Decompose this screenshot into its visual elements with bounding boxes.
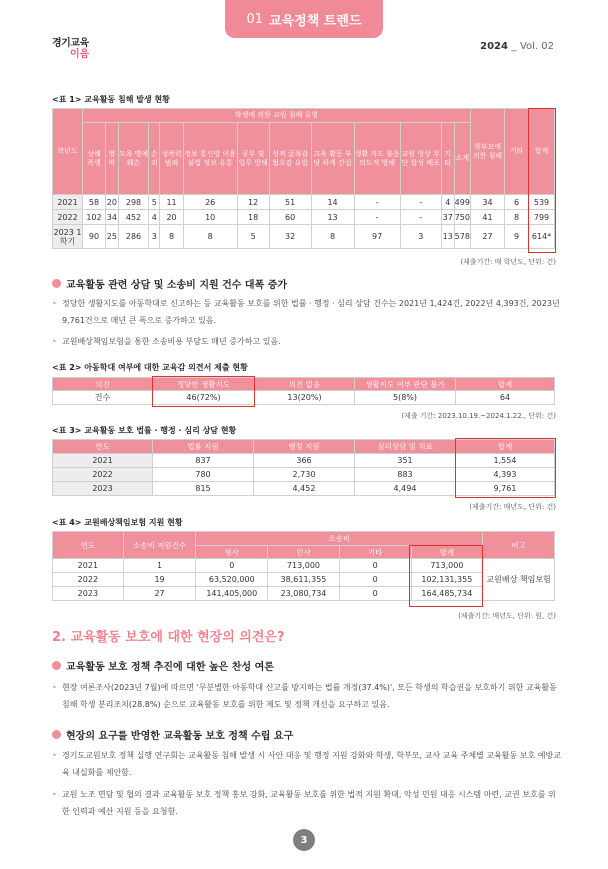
section2-sub1 — [52, 658, 274, 673]
t4-cell: 27 — [123, 587, 196, 601]
t3-year: 2023 — [53, 482, 153, 496]
t2-header: 의견 없음 — [255, 378, 355, 391]
t1-parent: 27 — [471, 225, 505, 249]
t1-h-year: 학년도 — [53, 109, 83, 195]
t3-cell: 366 — [254, 454, 355, 468]
issue-sep: _ — [511, 41, 517, 52]
table-row — [53, 587, 555, 601]
t1-col: 성적 굴욕감 혐오감 유발 — [269, 123, 311, 195]
t4-cell: 0 — [339, 573, 411, 587]
t4-h-year: 연도 — [53, 532, 124, 559]
t1-other: 8 — [505, 210, 529, 225]
t2-cell: 46(72%) — [153, 391, 255, 405]
section1-bullet: • 정당한 생활지도를 아동학대로 신고하는 등 교육활동 보호를 위한 법률 · 행정 · 심리 상담 건수는 2021년 1,424건, 2022년 4,393건, 2023년 9,761건으로 매년 큰 폭으로 증가하고 있음. — [52, 295, 562, 329]
t3-cell: 780 — [153, 468, 254, 482]
t1-col: 상해 폭행 — [83, 123, 106, 195]
t4-cell: 2021 — [53, 559, 124, 573]
logo-line1: 경기교육 — [52, 38, 89, 49]
table-row — [53, 210, 555, 225]
t3-cell: 4,494 — [355, 482, 456, 496]
t1-cell: 13 — [311, 210, 354, 225]
t1-col: 공무 및 업무 방해 — [237, 123, 269, 195]
t1-cell: 51 — [269, 195, 311, 210]
t3-cell: 9,761 — [456, 482, 555, 496]
table4-caption: <표 4> 교원배상책임보험 지원 현황 — [52, 518, 183, 527]
t1-cell: 3 — [149, 225, 160, 249]
t1-cell: 60 — [269, 210, 311, 225]
t1-col: 정보 통신망 이용 불법 정보 유통 — [183, 123, 237, 195]
t1-cell: 58 — [83, 195, 106, 210]
table2 — [52, 377, 555, 405]
t3-cell: 1,554 — [456, 454, 555, 468]
t3-header: 심리상담 및 치료 — [355, 440, 456, 454]
t3-cell: 351 — [355, 454, 456, 468]
t4-cell: 0 — [339, 587, 411, 601]
t1-cell: 4 — [149, 210, 160, 225]
t1-other: 9 — [505, 225, 529, 249]
t4-h-remark: 비고 — [483, 532, 555, 559]
t1-cell: 26 — [183, 195, 237, 210]
t1-cell: 102 — [83, 210, 106, 225]
t1-h-parent: 학부모에 의한 침해 — [471, 109, 505, 195]
table-row — [53, 482, 555, 496]
t1-cell: - — [354, 210, 400, 225]
t2-header: 생활지도 여부 판단 불가 — [355, 378, 456, 391]
t1-cell: 8 — [183, 225, 237, 249]
t4-cell: 2023 — [53, 587, 124, 601]
table-row — [53, 559, 555, 573]
t4-h-cost: 소송비 — [196, 532, 483, 546]
t2-cell: 5(8%) — [355, 391, 456, 405]
t1-cell: 5 — [237, 225, 269, 249]
t1-cell: 18 — [237, 210, 269, 225]
t1-col: 교육 활동 부당 하게 간섭 — [311, 123, 354, 195]
t3-year: 2021 — [53, 454, 153, 468]
t1-cell: 298 — [118, 195, 149, 210]
section-title: 교육정책 트렌드 — [269, 13, 362, 29]
table-row — [53, 454, 555, 468]
t3-header: 법률 지원 — [153, 440, 254, 454]
t4-h-sub: 기타 — [339, 546, 411, 559]
t2-cell: 건수 — [53, 391, 153, 405]
t1-year: 2022 — [53, 210, 83, 225]
section2-sub2 — [52, 727, 293, 742]
table-row — [53, 573, 555, 587]
t1-cell: - — [354, 195, 400, 210]
issue-year: 2024 — [480, 41, 508, 52]
t1-col: 모욕 명예 훼손 — [118, 123, 149, 195]
t1-total: 539 — [529, 195, 555, 210]
table-row — [53, 391, 555, 405]
t1-col: 협박 — [105, 123, 118, 195]
table2-caption: <표 2> 아동학대 여부에 대한 교육감 의견서 제출 현황 — [52, 363, 248, 372]
t1-cell: 8 — [160, 225, 184, 249]
bullet-dot-icon — [52, 661, 61, 670]
logo-line2: 이음 — [70, 49, 90, 60]
t4-cell: 2022 — [53, 573, 124, 587]
t1-cell: 8 — [311, 225, 354, 249]
t1-col: 교원 영상 무단 합성 배포 — [400, 123, 441, 195]
t1-total: 614* — [529, 225, 555, 249]
t1-cell: 37 — [441, 210, 454, 225]
t1-cell: 90 — [83, 225, 106, 249]
table2-note: (제출 기간: 2023.10.19.~2024.1.22., 단위: 건) — [401, 412, 556, 420]
t1-cell: 14 — [311, 195, 354, 210]
issue-info — [480, 41, 554, 52]
t1-h-other: 기타 — [505, 109, 529, 195]
logo — [52, 38, 100, 64]
t1-cell: 452 — [118, 210, 149, 225]
t1-cell: - — [400, 195, 441, 210]
t1-cell: 5 — [149, 195, 160, 210]
table3 — [52, 439, 555, 496]
bullet-dot-icon — [52, 279, 61, 288]
t2-header: 정당한 생활지도 — [153, 378, 255, 391]
section1-title-text: 교육활동 관련 상담 및 소송비 지원 건수 대폭 증가 — [66, 280, 288, 291]
t3-cell: 4,393 — [456, 468, 555, 482]
issue-vol: Vol. 02 — [519, 41, 554, 52]
t1-parent: 41 — [471, 210, 505, 225]
t4-cell: 713,000 — [268, 559, 340, 573]
t1-cell: 499 — [454, 195, 470, 210]
t1-col: 기타 — [441, 123, 454, 195]
t1-parent: 34 — [471, 195, 505, 210]
section2-sub1-text: 교육활동 보호 정책 추진에 대한 높은 찬성 여론 — [66, 662, 274, 673]
t3-header: 행정 지원 — [254, 440, 355, 454]
table-row — [53, 468, 555, 482]
t1-cell: 578 — [454, 225, 470, 249]
t1-cell: 10 — [183, 210, 237, 225]
t1-cell: 20 — [160, 210, 184, 225]
t1-h-group: 학생에 의한 교원 침해 유형 — [83, 109, 471, 123]
page-number: 3 — [293, 829, 315, 851]
section-number: 01 — [246, 11, 264, 27]
bullet-dot-icon — [52, 730, 61, 739]
t1-col: 생활 지도 불응 의도적 방해 — [354, 123, 400, 195]
t4-h-sub: 민사 — [268, 546, 340, 559]
t1-cell: 97 — [354, 225, 400, 249]
t2-cell: 64 — [456, 391, 555, 405]
t1-h-total: 합계 — [529, 109, 555, 195]
t1-cell: 286 — [118, 225, 149, 249]
t3-year: 2022 — [53, 468, 153, 482]
t4-cell: 23,080,734 — [268, 587, 340, 601]
t1-year: 2023 1학기 — [53, 225, 83, 249]
t3-cell: 837 — [153, 454, 254, 468]
t1-other: 6 — [505, 195, 529, 210]
t1-cell: 3 — [400, 225, 441, 249]
t4-cell: 141,405,000 — [196, 587, 268, 601]
t1-col: 성폭력 범죄 — [160, 123, 184, 195]
table1-caption: <표 1> 교육활동 침해 발생 현황 — [52, 95, 170, 104]
table3-note: (제출기간: 매년도, 단위: 건) — [469, 503, 556, 511]
t4-cell: 19 — [123, 573, 196, 587]
section2-sub2-text: 현장의 요구를 반영한 교육활동 보호 정책 수립 요구 — [66, 731, 294, 742]
t3-cell: 815 — [153, 482, 254, 496]
t1-cell: 11 — [160, 195, 184, 210]
t1-cell: 750 — [454, 210, 470, 225]
t4-cell: 0 — [196, 559, 268, 573]
section2-title: 2. 교육활동 보호에 대한 현장의 의견은? — [52, 630, 285, 645]
t4-h-sub: 형사 — [196, 546, 268, 559]
t1-col: 소계 — [454, 123, 470, 195]
t2-header: 합계 — [456, 378, 555, 391]
t4-cell: 1 — [123, 559, 196, 573]
t1-cell: 20 — [105, 195, 118, 210]
table3-caption: <표 3> 교육활동 보호 법률 · 행정 · 심리 상담 현황 — [52, 426, 237, 435]
t4-cell: 0 — [339, 559, 411, 573]
t1-year: 2021 — [53, 195, 83, 210]
t2-header: 의견 — [53, 378, 153, 391]
t1-total: 799 — [529, 210, 555, 225]
t1-cell: 13 — [441, 225, 454, 249]
section2-bullet: • 현장 여론조사(2023년 7월)에 따르면 '무분별한 아동학대 신고를 방지하는 법률 개정(37.4%)', 모든 학생의 학습권을 보호하기 위한 교육활동 침해 학생 분리조치(28.8%) 순으로 교육활동 보호를 위한 제도 및 정책 개선을 요구하고 있음. — [52, 679, 562, 713]
t4-h-sub: 합계 — [411, 546, 483, 559]
t4-cell: 38,611,355 — [268, 573, 340, 587]
t1-cell: 25 — [105, 225, 118, 249]
table1 — [52, 108, 555, 249]
t4-cell: 713,000 — [411, 559, 483, 573]
t1-col: 손괴 — [149, 123, 160, 195]
section1-bullet: • 교원배상책임보험을 통한 소송비용 부담도 매년 증가하고 있음. — [52, 333, 562, 350]
section2-bullet: • 경기도교원보호 정책 실행 연구회는 교육활동 침해 발생 시 사안 대응 및 행정 지원 강화와 학생, 학부모, 교사 교육 주체별 교육활동 보호 예방교육 내실화를 제안함. — [52, 747, 562, 781]
t3-header: 연도 — [53, 440, 153, 454]
t1-cell: 34 — [105, 210, 118, 225]
t1-cell: 12 — [237, 195, 269, 210]
t3-header: 합계 — [456, 440, 555, 454]
t4-remark: 교원배상 책임보험 — [483, 559, 555, 601]
t1-cell: - — [400, 210, 441, 225]
table4-note: (제출기간: 매년도, 단위: 원, 건) — [458, 612, 556, 620]
t4-cell: 102,131,355 — [411, 573, 483, 587]
t4-cell: 63,520,000 — [196, 573, 268, 587]
section2-bullet: • 교원 노조 면담 및 협의 결과 교육활동 보호 정책 홍보 강화, 교육활동 보호를 위한 법적 지원 확대, 악성 민원 대응 시스템 마련, 교권 보호를 위한 인력과 예산 지원 등을 요청함. — [52, 786, 562, 820]
t4-cell: 164,485,734 — [411, 587, 483, 601]
t3-cell: 883 — [355, 468, 456, 482]
table-row — [53, 225, 555, 249]
table4 — [52, 531, 555, 601]
t4-h-count: 소송비 지원건수 — [123, 532, 196, 559]
table1-note: (제출기간: 매 학년도, 단위: 건) — [460, 258, 556, 266]
t3-cell: 4,452 — [254, 482, 355, 496]
t1-cell: 4 — [441, 195, 454, 210]
table-row — [53, 195, 555, 210]
section-tab — [225, 0, 383, 38]
section1-title — [52, 276, 287, 291]
t1-cell: 32 — [269, 225, 311, 249]
t2-cell: 13(20%) — [255, 391, 355, 405]
t3-cell: 2,730 — [254, 468, 355, 482]
